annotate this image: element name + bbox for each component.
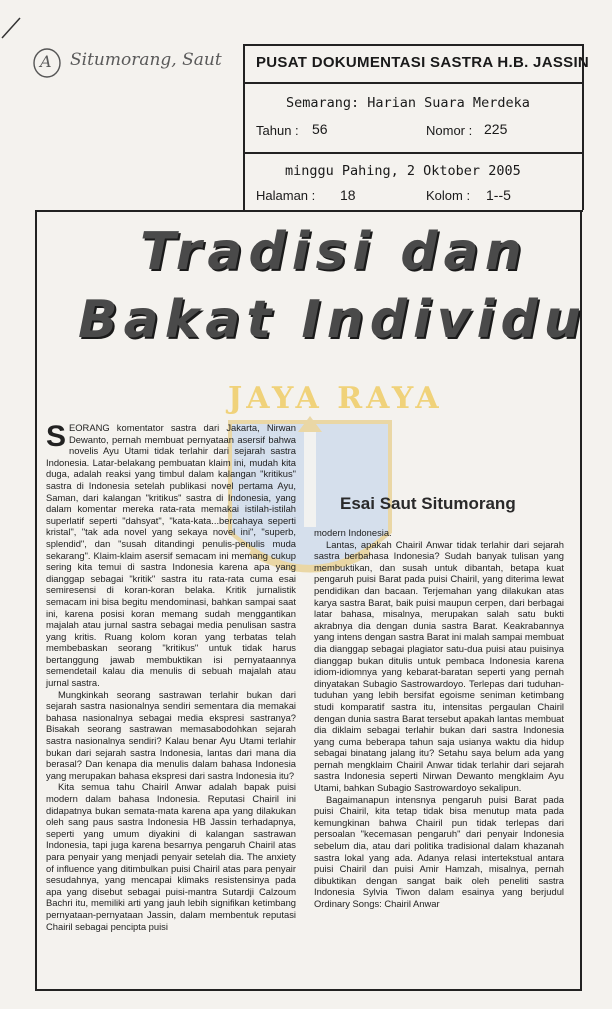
tahun-value: 56 (312, 121, 328, 137)
nomor-value: 225 (484, 121, 508, 137)
nomor-label: Nomor : (426, 123, 473, 138)
handwritten-mark: A (40, 52, 52, 71)
article-left-column (46, 420, 296, 932)
header-line (243, 44, 583, 46)
halaman-label: Halaman : (256, 188, 316, 203)
date-text: minggu Pahing, 2 Oktober 2005 (285, 163, 521, 179)
article-right-column (314, 527, 564, 909)
header-line (35, 210, 583, 212)
institution-title: PUSAT DOKUMENTASI SASTRA H.B. JASSIN (256, 54, 590, 71)
halaman-value: 18 (340, 187, 356, 203)
tahun-label: Tahun : (256, 123, 299, 138)
right-paragraph-3: Bagaimanapun intensnya pengaruh puisi Barat pada puisi Chairil, kita tetap tidak bisa menutup mata pada kemungkinan bahwa Chairil pun tidak terlepas dari persoalan "kecemasan pengaruh" dari penyair Indonesia sebelum dia, atau dari politika tradisional dalam khazanah sastra lokal yang ada. Adanya relasi intertekstual antara puisi Chairil dan puisi Amir Hamzah, misalnya, pernah dibuktikan dengan sangat baik oleh peneliti sastra Indonesia Sylvia Tiwon dalam esainya yang berjudul Ordinary Songs: Chairil Anwar (314, 793, 564, 909)
right-paragraph-1: modern Indonesia. (314, 527, 392, 538)
right-paragraph-2: Lantas, apakah Chairil Anwar tidak terlahir dari sejarah sastra berbahasa Indonesia? Sudah banyak tulisan yang membuktikan, dan susah untuk dibantah, betapa kuat pengaruh puisi Barat pada puisi Chairil, yang diterima lewat pendidikan dan bacaan. Terjemahan yang dilakukan atas karya sastra Barat, baik puisi maupun cerpen, dari berbagai latar bahasa, misalnya, merupakan salah satu bukti akrabnya dia dengan dunia sastra Barat. Keakrabannya yang intens dengan sastra Barat ini malah sampai membuat dia dianggap sebagai plagiator satu-dua puisi atau puisinya dianggap bukan ditulis untuk pembaca Indonesia karena idiom-idiomnya yang kebarat-baratan seperti yang pernah dinyatakan Subagio Sastrowardoyo. Terlepas dari tuduhan-tuduhan yang lebih bersifat egoisme seniman ketimbang studi komparatif sastra itu, intensitas pergaulan Chairil dengan dunia sastra Barat tersebut apakah lantas membuat dia diklaim sebagai terlahir bukan dari sastra Indonesia yang cuma beberapa tahun saja usianya waktu dia hidup sebagai binatang jalang itu? Setahu saya belum ada yang pernah mengklaim Chairil Anwar tidak terlahir dari sejarah sastra Indonesia seperti Nirwan Dewanto mengklaim Ayu Utami, bahkan Subagio Sastrowardoyo sekalipun. (314, 538, 564, 794)
article-title-line1: Tradisi dan (140, 222, 528, 282)
author-byline: Esai Saut Situmorang (340, 494, 516, 513)
header-line (243, 152, 583, 154)
source-text: Semarang: Harian Suara Merdeka (286, 95, 530, 111)
header-line (243, 82, 583, 84)
frame-line (35, 989, 582, 991)
left-paragraph-2: Mungkinkah seorang sastrawan terlahir bukan dari sejarah sastra nasionalnya sendiri sementara dia memakai bahasa nasionalnya sebagai media ekspresi sastranya? Bisakah seorang sastrawan memasabodohkan sejarah sastra nasionalnya sendiri? Kalau benar Ayu Utami terlahir bukan dari sejarah sastra Indonesia, lantas dari mana dia berasal? Dan kenapa dia menulis dalam bahasa Indonesia yang merupakan bahasa ekspresi dari sastra Indonesia itu? (46, 688, 296, 781)
left-paragraph-3: Kita semua tahu Chairil Anwar adalah bapak puisi modern dalam bahasa Indonesia. Reputasi Chairil ini didapatnya bukan semata-mata karena apa yang dilakukan oleh sang paus sastra Indonesia HB Jassin terhadapnya, seperti yang umum diyakini di kalangan sastrawan Indonesia, tapi juga karena besarnya pengaruh Chairil atas para penyair yang menjadi penyair setelah dia. The anxiety of influence yang ditimbulkan puisi Chairil atas para penyair sesudahnya, yang mencapai klimaks resistensinya pada apa yang disebut sebagai puisi-mantra Sutardji Calzoum Bachri itu, memiliki arti yang jauh lebih signifikan ketimbang pernyataan-pernyataan Jassin, dalam membentuk reputasi Chairil sebagai pencipta puisi (46, 781, 296, 932)
left-paragraph-1: SEORANG komentator sastra dari Jakarta, Nirwan Dewanto, pernah membuat pernyataan asersif bahwa novelis Ayu Utami tidak terlahir dari sejarah sastra Indonesia. Latar-belakang pembuatan klaim ini, mudah kita duga, adalah reaksi yang timbul dalam kalangan "kritikus" sastra di Indonesia setelah publikasi novel pertama Ayu, Saman, dari kalangan "kritikus" sastra di Indonesia, yang dalam komentar mereka rata-rata memakai istilah-istilah superlatif seperti "dahsyat", "kata-kata...bercahaya seperti kristal", "tak ada novel yang sekaya novel ini", "superb, splendid", dan "susah ditandingi penulis-penulis muda sekarang". Klaim-klaim asersif semacam ini memang cukup sering kita temui di sastra Indonesia karena apa yang dianggap sebagai "kritik" sastra itu rata-rata cuma esai semiresensi di koran-koran belaka. Kritik jurnalistik semacam ini bisa begitu mendominasi, bahkan sampai saat ini, karena posisi koran memang sudah menggantikan majalah atau jurnal sastra sebagai media penulisan sastra yang kritis. Ruang kolom koran yang terbatas telah membebaskan seorang "kritikus" untuk tidak harus bertanggung jawab membuktikan isi pernyataannya semendetail kalau dia menulis di sebuah majalah atau jurnal sastra. (46, 420, 296, 689)
kolom-value: 1--5 (486, 187, 511, 203)
article-title-line2: Bakat Individu (78, 290, 587, 350)
handwritten-name: Situmorang, Saut (70, 50, 222, 70)
header-line (243, 44, 245, 210)
frame-line (35, 210, 37, 990)
watermark-text: JAYA RAYA (228, 381, 443, 416)
kolom-label: Kolom : (426, 188, 471, 203)
drop-cap: S (46, 420, 67, 453)
